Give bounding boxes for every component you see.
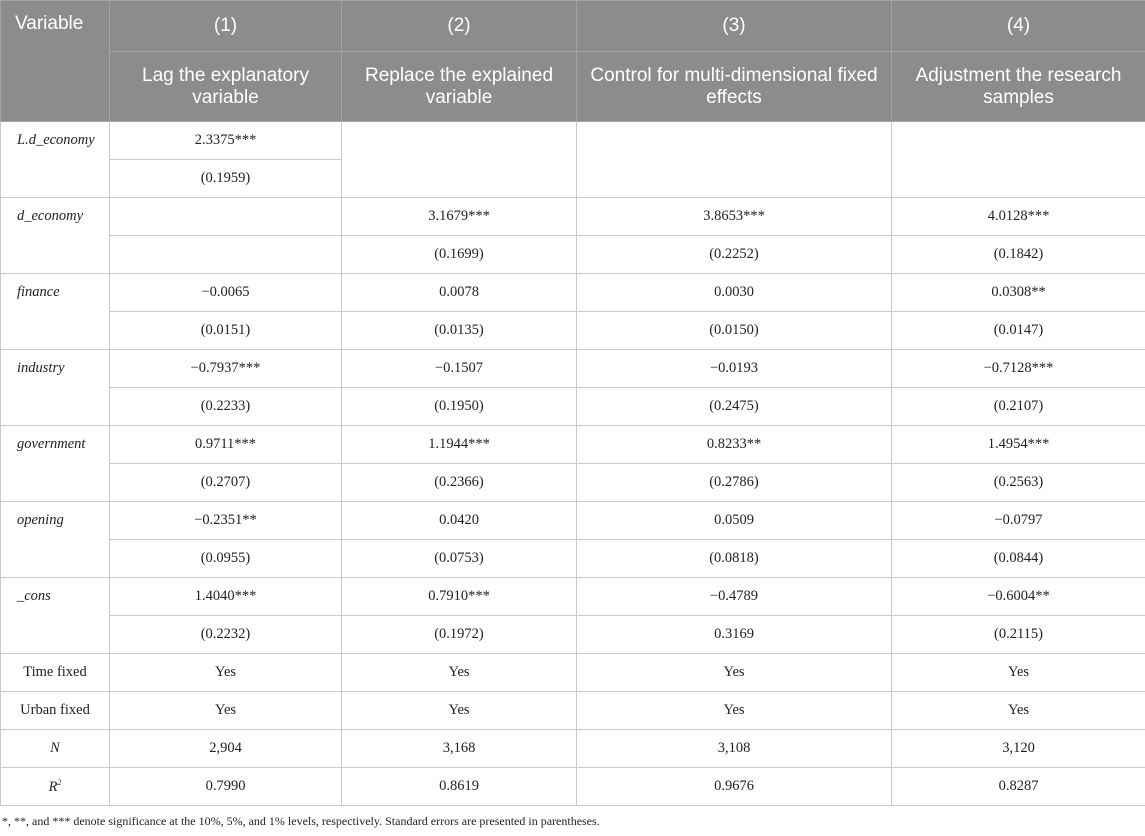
cell-value: Yes: [892, 654, 1145, 692]
cell-se: (0.0147): [892, 312, 1145, 350]
cell-empty: [110, 236, 342, 274]
cell-value: 0.9676: [577, 768, 892, 806]
cell-value: Yes: [892, 692, 1145, 730]
cell-value: Yes: [577, 692, 892, 730]
row-label-urban-fixed: Urban fixed: [1, 692, 110, 730]
row-label-cons: _cons: [1, 578, 110, 654]
header-row-numbers: [1, 1, 1145, 52]
table-row: [1, 464, 1145, 502]
cell-value: 2,904: [110, 730, 342, 768]
table-row: [1, 274, 1145, 312]
cell-value: 0.7990: [110, 768, 342, 806]
header-col-3: (3): [577, 1, 892, 52]
header-title-1: Lag the explanatory variable: [110, 52, 342, 122]
cell-value: −0.0193: [577, 350, 892, 388]
cell-value: 0.8619: [342, 768, 577, 806]
table-row: [1, 540, 1145, 578]
cell-value: 0.0509: [577, 502, 892, 540]
cell-value: 1.4954***: [892, 426, 1145, 464]
row-label-government: government: [1, 426, 110, 502]
cell-value: −0.7128***: [892, 350, 1145, 388]
table-row: [1, 236, 1145, 274]
cell-se: (0.1950): [342, 388, 577, 426]
row-label-d-economy: d_economy: [1, 198, 110, 274]
cell-se: (0.0135): [342, 312, 577, 350]
cell-se: (0.2475): [577, 388, 892, 426]
cell-value: 2.3375***: [110, 122, 342, 160]
cell-value: 0.7910***: [342, 578, 577, 616]
cell-se: (0.0151): [110, 312, 342, 350]
cell-se: (0.2233): [110, 388, 342, 426]
cell-value: −0.0065: [110, 274, 342, 312]
cell-se: (0.0818): [577, 540, 892, 578]
header-title-4: Adjustment the research samples: [892, 52, 1145, 122]
header-row-titles: [1, 52, 1145, 122]
table-row: [1, 578, 1145, 616]
table-row: [1, 312, 1145, 350]
table-row: [1, 730, 1145, 768]
cell-value: 0.0420: [342, 502, 577, 540]
cell-value: Yes: [342, 654, 577, 692]
table-row: [1, 654, 1145, 692]
cell-empty: [110, 198, 342, 236]
cell-value: 4.0128***: [892, 198, 1145, 236]
cell-value: −0.0797: [892, 502, 1145, 540]
cell-value: 0.8287: [892, 768, 1145, 806]
cell-se: (0.2786): [577, 464, 892, 502]
cell-se: (0.2107): [892, 388, 1145, 426]
r2-label-text: R: [48, 778, 58, 795]
header-title-2: Replace the explained variable: [342, 52, 577, 122]
table-row: [1, 692, 1145, 730]
table-row: [1, 122, 1145, 160]
header-col-2: (2): [342, 1, 577, 52]
cell-value: Yes: [110, 654, 342, 692]
cell-value: 3,108: [577, 730, 892, 768]
row-label-r2: [1, 768, 110, 806]
cell-se: (0.1972): [342, 616, 577, 654]
cell-empty: [892, 122, 1145, 198]
cell-value: 0.0030: [577, 274, 892, 312]
cell-value: −0.7937***: [110, 350, 342, 388]
row-label-finance: finance: [1, 274, 110, 350]
cell-value: 0.0078: [342, 274, 577, 312]
cell-value: 3.1679***: [342, 198, 577, 236]
cell-empty: [577, 122, 892, 198]
cell-se: (0.0753): [342, 540, 577, 578]
table-row: [1, 616, 1145, 654]
cell-value: 3.8653***: [577, 198, 892, 236]
table-row: [1, 350, 1145, 388]
cell-value: 1.1944***: [342, 426, 577, 464]
cell-value: 3,168: [342, 730, 577, 768]
table-row: [1, 426, 1145, 464]
row-label-industry: industry: [1, 350, 110, 426]
table-footnote: *, **, and *** denote significance at the 10%, 5%, and 1% levels, respectively. Standard errors are presented in parentheses.: [2, 814, 600, 828]
cell-se: (0.1959): [110, 160, 342, 198]
r2-label-superscript: 2: [57, 777, 62, 787]
cell-value: 0.9711***: [110, 426, 342, 464]
cell-se: (0.1842): [892, 236, 1145, 274]
cell-se: (0.2115): [892, 616, 1145, 654]
cell-value: −0.6004**: [892, 578, 1145, 616]
header-variable: Variable: [1, 1, 110, 122]
cell-value: 0.8233**: [577, 426, 892, 464]
table-row: [1, 768, 1145, 806]
cell-value: −0.1507: [342, 350, 577, 388]
cell-value: 0.0308**: [892, 274, 1145, 312]
cell-se: (0.1699): [342, 236, 577, 274]
cell-se: (0.2252): [577, 236, 892, 274]
row-label-n: N: [1, 730, 110, 768]
row-label-l-d-economy: L.d_economy: [1, 122, 110, 198]
table-row: [1, 502, 1145, 540]
cell-value: Yes: [577, 654, 892, 692]
table-row: [1, 198, 1145, 236]
cell-se: (0.0955): [110, 540, 342, 578]
cell-value: −0.4789: [577, 578, 892, 616]
cell-se: (0.2232): [110, 616, 342, 654]
header-col-4: (4): [892, 1, 1145, 52]
cell-value: Yes: [342, 692, 577, 730]
cell-se: (0.0150): [577, 312, 892, 350]
table-row: [1, 388, 1145, 426]
row-label-time-fixed: Time fixed: [1, 654, 110, 692]
cell-value: 3,120: [892, 730, 1145, 768]
cell-value: Yes: [110, 692, 342, 730]
header-title-3: Control for multi-dimensional fixed effects: [577, 52, 892, 122]
row-label-opening: opening: [1, 502, 110, 578]
cell-empty: [342, 122, 577, 198]
cell-se: (0.2563): [892, 464, 1145, 502]
header-col-1: (1): [110, 1, 342, 52]
cell-se: (0.0844): [892, 540, 1145, 578]
cell-se: 0.3169: [577, 616, 892, 654]
cell-value: −0.2351**: [110, 502, 342, 540]
cell-se: (0.2366): [342, 464, 577, 502]
cell-se: (0.2707): [110, 464, 342, 502]
cell-value: 1.4040***: [110, 578, 342, 616]
